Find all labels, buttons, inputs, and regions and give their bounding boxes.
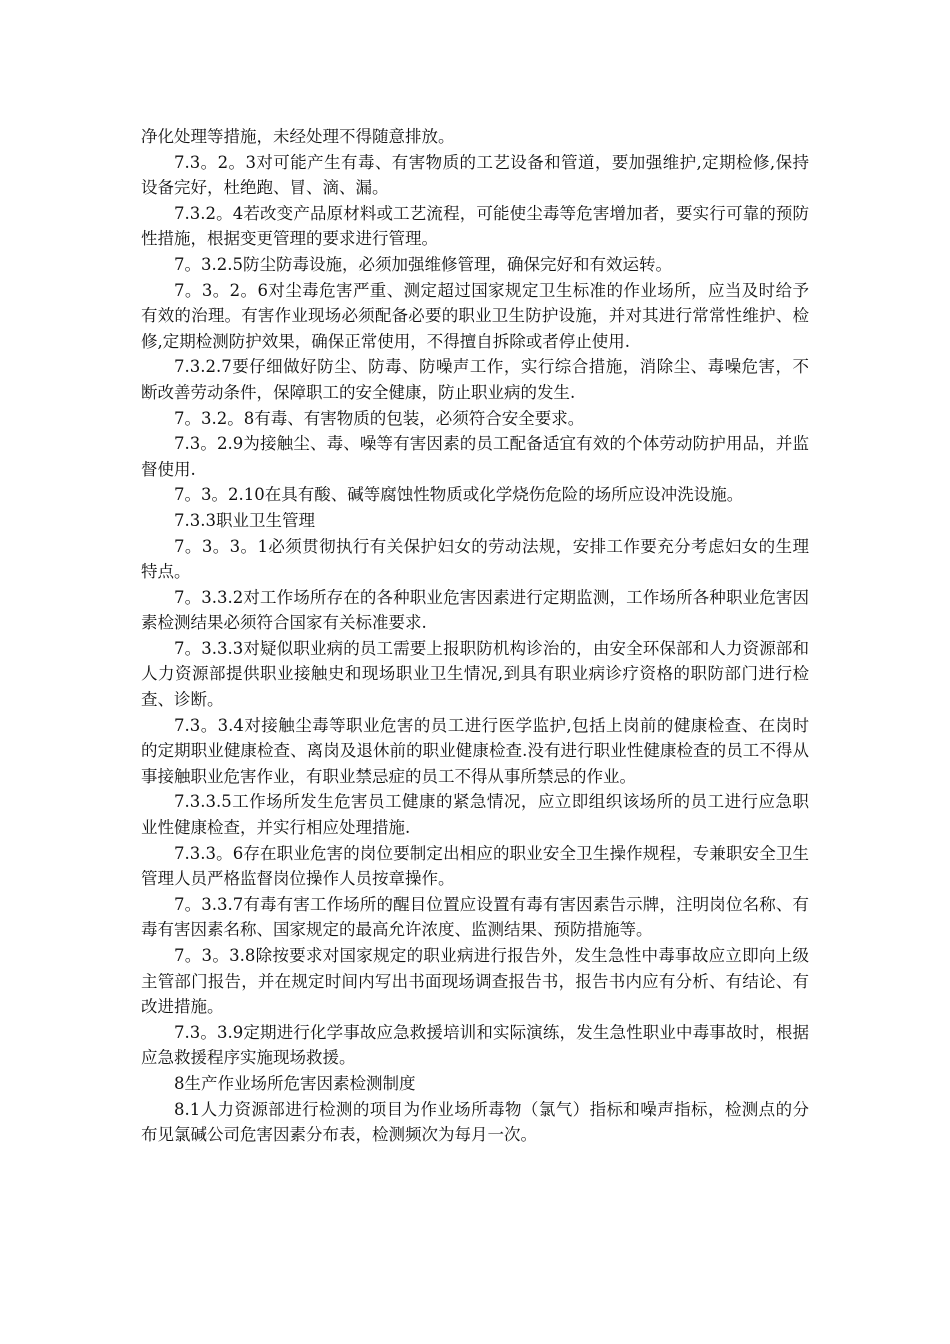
paragraph: 7。3。2。6对尘毒危害严重、测定超过国家规定卫生标准的作业场所，应当及时给予有效的治理。有害作业现场必须配备必要的职业卫生防护设施，并对其进行常常性维护、检修,定期检测防护效果，确保正常使用，不得擅自拆除或者停止使用. <box>141 280 809 351</box>
paragraph: 8.1人力资源部进行检测的项目为作业场所毒物（氯气）指标和噪声指标，检测点的分布见氯碱公司危害因素分布表，检测频次为每月一次。 <box>141 1099 809 1145</box>
paragraph: 7.3.3。6存在职业危害的岗位要制定出相应的职业安全卫生操作规程，专兼职安全卫生管理人员严格监督岗位操作人员按章操作。 <box>141 843 809 889</box>
paragraph: 7。3.2.5防尘防毒设施，必须加强维修管理，确保完好和有效运转。 <box>174 254 672 274</box>
paragraph: 7。3。3.8除按要求对国家规定的职业病进行报告外，发生急性中毒事故应立即向上级主管部门报告，并在规定时间内写出书面现场调查报告书，报告书内应有分析、有结论、有改进措施。 <box>141 946 809 1017</box>
paragraph: 7.3。3.4对接触尘毒等职业危害的员工进行医学监护,包括上岗前的健康检查、在岗时的定期职业健康检查、离岗及退休前的职业健康检查.没有进行职业性健康检查的员工不得从事接触职业危害作业，有职业禁忌症的员工不得从事所禁忌的作业。 <box>141 715 809 786</box>
paragraph: 7。3.3.2对工作场所存在的各种职业危害因素进行定期监测，工作场所各种职业危害因素检测结果必须符合国家有关标准要求. <box>141 587 809 633</box>
paragraph: 7.3.2。4若改变产品原材料或工艺流程，可能使尘毒等危害增加者，要实行可靠的预防性措施，根据变更管理的要求进行管理。 <box>141 203 809 249</box>
document-page <box>141 124 809 1148</box>
section-heading: 7.3.3职业卫生管理 <box>174 510 315 530</box>
paragraph: 7.3.3.5工作场所发生危害员工健康的紧急情况，应立即组织该场所的员工进行应急职业性健康检查，并实行相应处理措施. <box>141 792 809 838</box>
paragraph: 7.3。3.9定期进行化学事故应急救援培训和实际演练，发生急性职业中毒事故时，根据应急救援程序实施现场救援。 <box>141 1022 809 1068</box>
section-heading: 8生产作业场所危害因素检测制度 <box>174 1073 416 1093</box>
paragraph: 7。3.3.3对疑似职业病的员工需要上报职防机构诊治的，由安全环保部和人力资源部和人力资源部提供职业接触史和现场职业卫生情况,到具有职业病诊疗资格的职防部门进行检查、诊断。 <box>141 638 809 710</box>
paragraph: 7.3。2.9为接触尘、毒、噪等有害因素的员工配备适宜有效的个体劳动防护用品，并监督使用. <box>141 434 809 479</box>
paragraph: 7.3。2。3对可能产生有毒、有害物质的工艺设备和管道，要加强维护,定期检修,保持设备完好，杜绝跑、冒、滴、漏。 <box>141 152 809 198</box>
paragraph: 7.3.2.7要仔细做好防尘、防毒、防噪声工作，实行综合措施，消除尘、毒噪危害，不断改善劳动条件，保障职工的安全健康，防止职业病的发生. <box>141 357 809 402</box>
paragraph: 7。3。2.10在具有酸、碱等腐蚀性物质或化学烧伤危险的场所应设冲洗设施。 <box>174 485 744 505</box>
paragraph: 7。3.2。8有毒、有害物质的包装，必须符合安全要求。 <box>174 408 585 428</box>
paragraph: 净化处理等措施，未经处理不得随意排放。 <box>141 127 455 146</box>
paragraph: 7。3。3。1必须贯彻执行有关保护妇女的劳动法规，安排工作要充分考虑妇女的生理特点。 <box>141 536 809 582</box>
paragraph: 7。3.3.7有毒有害工作场所的醒目位置应设置有毒有害因素告示牌，注明岗位名称、有毒有害因素名称、国家规定的最高允许浓度、监测结果、预防措施等。 <box>141 894 809 940</box>
